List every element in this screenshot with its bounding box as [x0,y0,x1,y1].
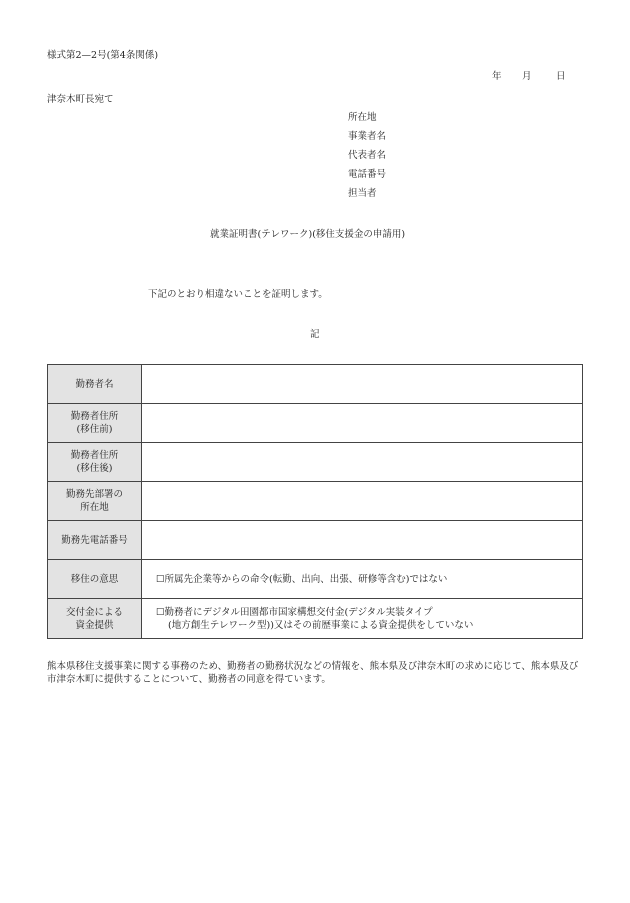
row-label [48,404,142,443]
row-label [48,443,142,482]
form-number: 様式第2—2号(第4条関係) [47,50,159,61]
row-value-field[interactable] [142,365,583,404]
sender-field-representative: 代表者名 [348,150,387,161]
row-value-line: ☐勤務者にデジタル田園都市国家構想交付金(デジタル実装タイプ [156,606,433,618]
row-label-line: 所在地 [80,502,109,513]
sender-field-contact: 担当者 [348,188,377,199]
row-label [48,482,142,521]
office-location-row [48,482,583,521]
row-value-field[interactable] [142,443,583,482]
row-label-line: (移住後) [76,463,113,474]
subsidy-funding-row [48,599,583,639]
date-month-label: 月 [522,71,532,82]
row-label-line: 勤務者住所 [70,411,119,422]
row-value-field[interactable] [142,599,583,639]
row-label [48,560,142,599]
sender-block [348,108,386,203]
row-label-line: 勤務者名 [75,378,114,390]
row-label-line: 交付金による [65,606,123,618]
row-label [48,599,142,639]
ki-label: 記 [310,329,320,340]
sender-field-company: 事業者名 [348,131,387,142]
row-label-line: 移住の意思 [70,573,119,585]
row-value-field[interactable] [142,560,583,599]
office-phone-row [48,521,583,560]
document-title: 就業証明書(テレワーク)(移住支援金の申請用) [210,229,406,240]
sender-field-phone: 電話番号 [348,169,387,180]
addressee: 津奈木町長宛て [47,94,114,105]
address-after-row [48,443,583,482]
row-label [48,365,142,404]
address-before-row [48,404,583,443]
date-day-label: 日 [556,71,566,82]
relocation-intent-row [48,560,583,599]
date-year-label: 年 [492,71,502,82]
row-label-line: 勤務者住所 [70,450,119,461]
employee-name-row [48,365,583,404]
row-label [48,521,142,560]
row-value-field[interactable] [142,521,583,560]
row-value-line: ☐所属先企業等からの命令(転勤、出向、出張、研修等含む)ではない [156,573,448,585]
row-label-line: 勤務先部署の [65,489,123,500]
employment-info-table [47,364,583,639]
row-label-line: 資金提供 [75,619,114,631]
row-label-line: (移住前) [76,424,113,435]
certification-statement: 下記のとおり相違ないことを証明します。 [148,289,328,300]
row-value-line: (地方創生テレワーク型))又はその前歴事業による資金提供をしていない [168,619,474,631]
row-value-field[interactable] [142,404,583,443]
row-value-field[interactable] [142,482,583,521]
sender-field-address: 所在地 [348,112,377,123]
row-label-line: 勤務先電話番号 [61,534,128,546]
consent-note: 熊本県移住支援事業に関する事務のため、勤務者の勤務状況などの情報を、熊本県及び津奈木町の求めに応じて、熊本県及び市津奈木町に提供することについて、勤務者の同意を得ています。 [47,661,579,685]
